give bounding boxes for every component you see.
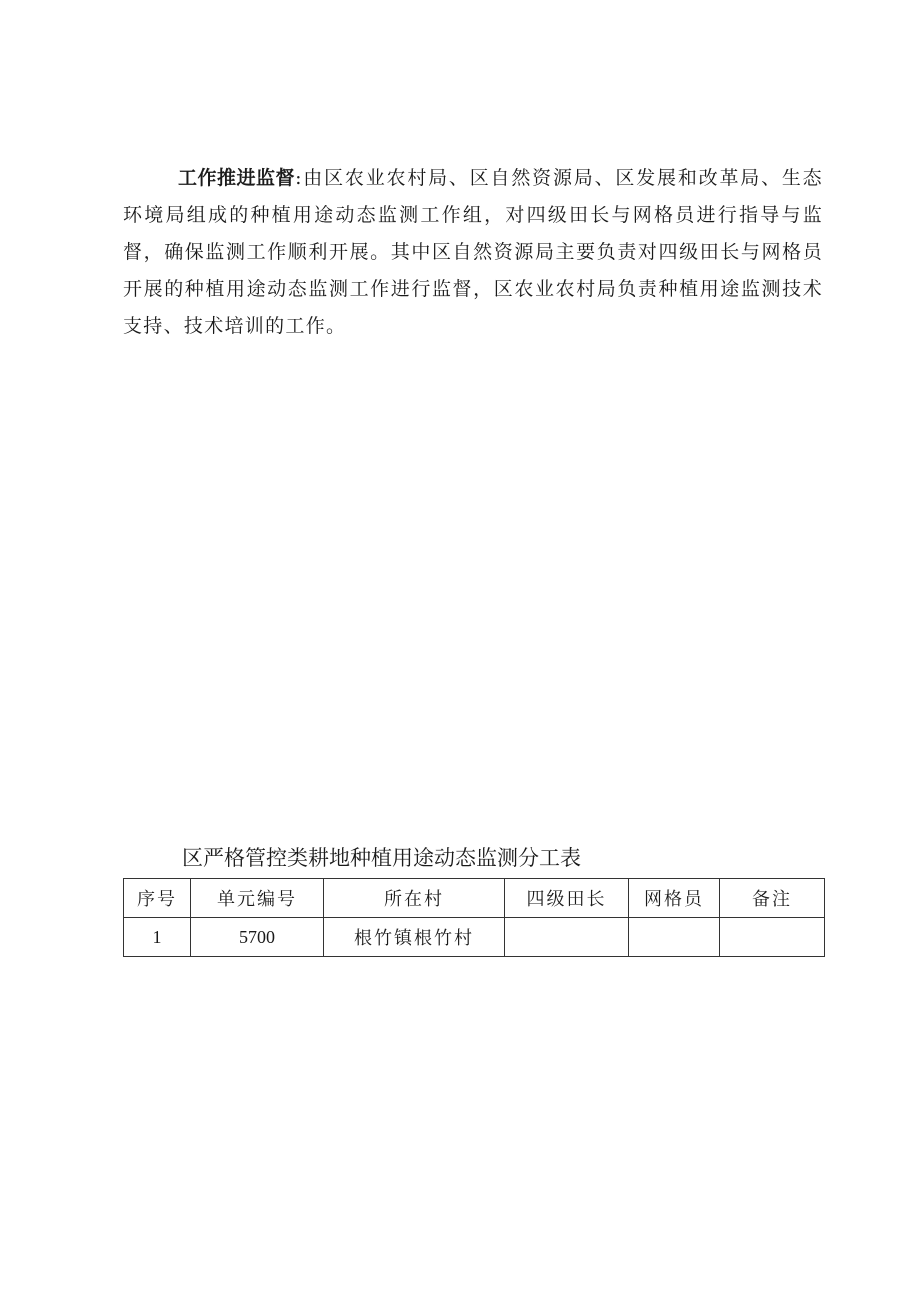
cell-unit-number: 5700 bbox=[191, 918, 324, 957]
header-cell-village: 所在村 bbox=[324, 879, 505, 918]
table-header-row bbox=[124, 879, 825, 918]
header-cell-grid-member: 网格员 bbox=[629, 879, 720, 918]
header-cell-remarks: 备注 bbox=[720, 879, 825, 918]
paragraph-body: 由区农业农村局、区自然资源局、区发展和改革局、生态环境局组成的种植用途动态监测工作组，对四级田长与网格员进行指导与监督，确保监测工作顺利开展。其中区自然资源局主要负责对四级田长与网格员开展的种植用途动态监测工作进行监督，区农业农村局负责种植用途监测技术支持、技术培训的工作。 bbox=[123, 167, 823, 337]
cell-field-chief bbox=[505, 918, 629, 957]
cell-grid-member bbox=[629, 918, 720, 957]
paragraph-lead-heading: 工作推进监督 bbox=[178, 167, 296, 189]
paragraph-lead-colon: : bbox=[295, 167, 303, 189]
header-cell-field-chief: 四级田长 bbox=[505, 879, 629, 918]
table-row bbox=[124, 918, 825, 957]
cell-serial: 1 bbox=[124, 918, 191, 957]
cell-remarks bbox=[720, 918, 825, 957]
header-cell-unit-number: 单元编号 bbox=[191, 879, 324, 918]
header-cell-serial: 序号 bbox=[124, 879, 191, 918]
cell-village: 根竹镇根竹村 bbox=[324, 918, 505, 957]
supervision-paragraph bbox=[123, 160, 823, 345]
division-of-labor-table bbox=[123, 878, 825, 957]
table-title: 区严格管控类耕地种植用途动态监测分工表 bbox=[182, 846, 581, 870]
